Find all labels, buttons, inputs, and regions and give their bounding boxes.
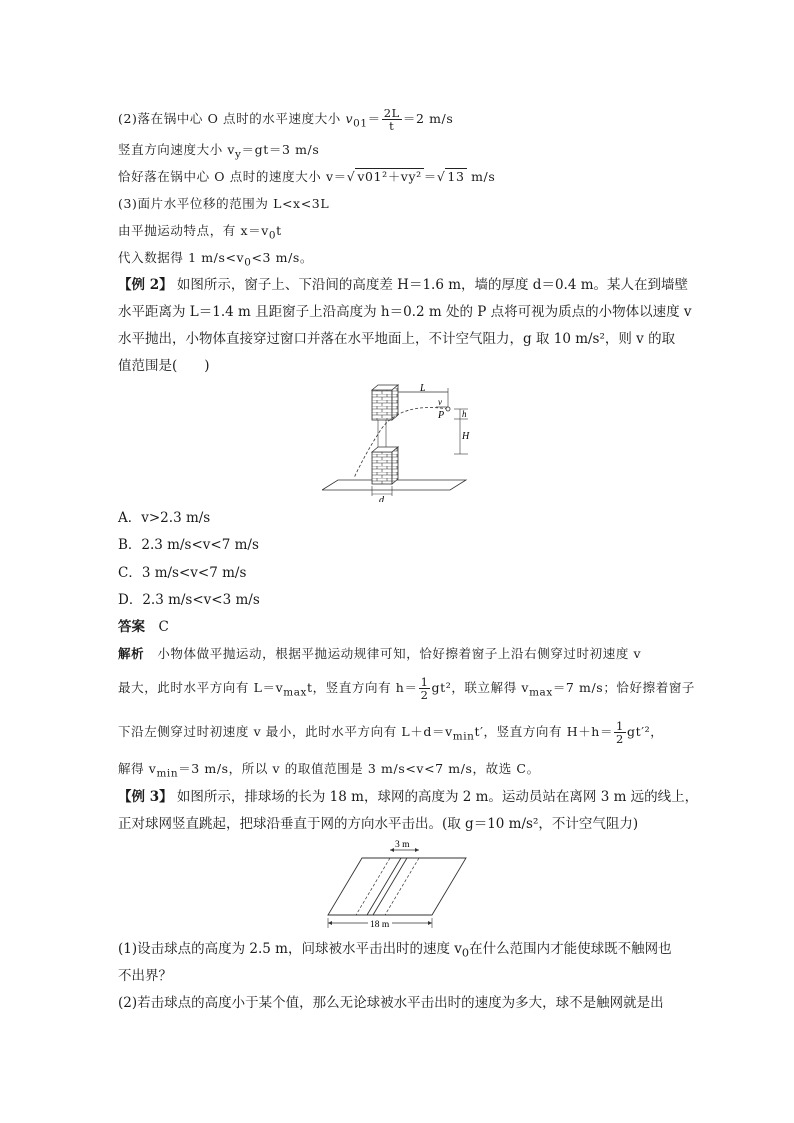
label-L: L xyxy=(420,383,426,394)
numerator: 2L xyxy=(383,106,400,120)
solution-line-2 xyxy=(118,141,319,164)
solution-line-1 xyxy=(118,107,453,133)
answer-line xyxy=(118,618,169,636)
example-2-line-1 xyxy=(118,276,688,294)
question-2-line-1: (2)若击球点的高度小于某个值，那么无论球被水平击出时的速度为多大，球不是触网就是出 xyxy=(118,995,664,1011)
example-3-line-2: 正对球网竖直跳起，把球沿垂直于网的方向水平击出。(取 g＝10 m/s²，不计空气阻力) xyxy=(118,816,639,832)
example-2-line-4: 值范围是( ) xyxy=(118,358,210,374)
subscript: 0 xyxy=(244,256,252,269)
line-text: 在什么范围内才能使球既不触网也 xyxy=(469,941,672,957)
line-text: 解得 v xyxy=(118,761,157,776)
example-2-line-2: 水平距离为 L＝1.4 m 且距窗子上沿高度为 h＝0.2 m 处的 P 点将可视为质点的小物体以速度 v xyxy=(118,304,692,320)
line-text: t xyxy=(276,223,282,238)
solution-line-3: 恰好落在锅中心 O 点时的速度大小 v＝√ v01²＋vy² ＝√ 13 m/s xyxy=(118,169,496,184)
answer-label: 答案 xyxy=(118,619,145,635)
result: ＝2 m/s xyxy=(402,111,454,126)
unit: m/s xyxy=(466,169,496,184)
question-1-line-2: 不出界？ xyxy=(118,968,172,984)
subscript: max xyxy=(529,686,553,699)
window-wall-figure xyxy=(322,382,472,502)
subscript: min xyxy=(452,730,475,743)
line-text: 如图所示，排球场的长为 18 m，球网的高度为 2 m。运动员站在离网 3 m 远的线上， xyxy=(172,789,699,805)
line-text: 恰好落在锅中心 O 点时的速度大小 v＝ xyxy=(118,169,347,184)
analysis-line-4 xyxy=(118,760,540,783)
line-text: t′，竖直方向有 H＋h＝ xyxy=(474,724,614,739)
line-text: t，竖直方向有 h＝ xyxy=(307,680,418,695)
option-a: A．v>2.3 m/s xyxy=(118,510,211,526)
label-h: h xyxy=(462,409,467,419)
line-text: 竖直方向速度大小 v xyxy=(118,142,236,157)
example-tag: 【例 2】 xyxy=(118,277,173,293)
subscript: min xyxy=(156,767,179,780)
analysis-line-1 xyxy=(118,645,641,663)
equals: ＝ xyxy=(423,169,437,184)
example-3-line-1 xyxy=(118,788,698,806)
example-2-line-3: 水平抛出，小物体直接穿过窗口并落在水平地面上，不计空气阻力，g 取 10 m/s²，则 v 的取 xyxy=(118,331,676,347)
line-text: 代入数据得 1 m/s<v xyxy=(118,250,245,265)
var-v: v xyxy=(345,111,354,126)
label-v: v xyxy=(438,397,442,407)
label-18m: 18 m xyxy=(370,920,390,930)
line-text: ＝7 m/s；恰好擦着窗子 xyxy=(552,680,696,695)
equals: ＝ xyxy=(367,111,381,126)
line-text: 下沿左侧穿过时初速度 v 最小，此时水平方向有 L＋d＝v xyxy=(118,724,453,739)
denominator: t xyxy=(389,119,395,133)
line-text: ＝3 m/s，所以 v 的取值范围是 3 m/s<v<7 m/s，故选 C。 xyxy=(178,761,540,776)
label-3m: 3 m xyxy=(395,840,410,850)
analysis-line-2 xyxy=(118,676,695,702)
solution-line-5 xyxy=(118,222,282,245)
line-text: (1)设击球点的高度为 2.5 m，问球被水平击出时的速度 v xyxy=(118,941,462,957)
volleyball-court-figure xyxy=(322,838,472,934)
fraction-half xyxy=(614,720,626,745)
solution-line-4: (3)面片水平位移的范围为 L<x<3L xyxy=(118,196,330,211)
analysis-label: 解析 xyxy=(118,646,145,661)
subscript: 0 xyxy=(461,946,470,960)
label-d: d xyxy=(379,495,384,502)
answer-value: C xyxy=(158,619,169,635)
denominator: 2 xyxy=(616,732,624,746)
option-d: D．2.3 m/s<v<3 m/s xyxy=(118,592,260,608)
line-text: <3 m/s。 xyxy=(251,250,314,265)
fraction-half xyxy=(419,676,431,701)
line-text: (2)落在锅中心 O 点时的水平速度大小 xyxy=(118,111,346,126)
analysis-line-3 xyxy=(118,720,663,746)
option-c: C．3 m/s<v<7 m/s xyxy=(118,565,247,581)
subscript: 01 xyxy=(353,117,368,130)
subscript: max xyxy=(283,686,307,699)
numerator: 1 xyxy=(616,719,624,733)
line-text: gt′²， xyxy=(626,724,664,739)
numerator: 1 xyxy=(420,675,429,689)
line-text: 最大，此时水平方向有 L＝v xyxy=(118,680,284,695)
subscript: 0 xyxy=(268,229,277,242)
line-text: 小物体做平抛运动，根据平抛运动规律可知，恰好擦着窗子上沿右侧穿过时初速度 v xyxy=(157,646,642,661)
option-b: B．2.3 m/s<v<7 m/s xyxy=(118,537,259,553)
denominator: 2 xyxy=(420,688,429,702)
radicand: v01²＋vy² xyxy=(357,169,422,184)
line-text: gt²，联立解得 v xyxy=(431,680,530,695)
example-tag: 【例 3】 xyxy=(118,789,173,805)
label-H: H xyxy=(462,431,470,442)
radicand: 13 xyxy=(447,169,465,184)
line-text: 如图所示，窗子上、下沿间的高度差 H＝1.6 m，墙的厚度 d＝0.4 m。某人在到墙壁 xyxy=(172,277,689,293)
solution-line-6 xyxy=(118,249,313,272)
line-text: 由平抛运动特点，有 x＝v xyxy=(118,223,269,238)
line-text: ＝gt＝3 m/s xyxy=(241,142,320,157)
label-P: P xyxy=(438,410,445,421)
fraction-2L-t xyxy=(382,107,402,132)
question-1-line-1 xyxy=(118,940,672,963)
subscript: y xyxy=(235,148,242,161)
